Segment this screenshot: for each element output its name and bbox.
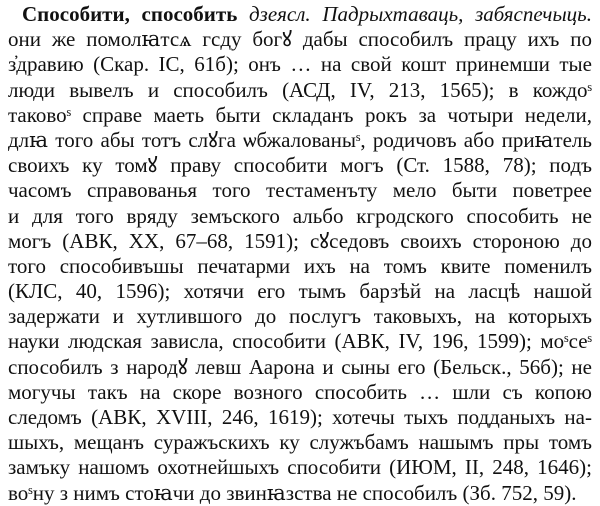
entry-line-8: часомъ справованья того тестаменъту мело быти поветрее [8, 178, 592, 203]
entry-line-7: своихъ ку томꙋ праву способити могъ (Ст. 1588, 78); подъ [8, 153, 592, 178]
entry-line-6: длꙗ того абы тотъ слꙋга ѡбжалованыˢ, родичовъ або приꙗтель [8, 127, 592, 152]
entry-line-5: таковоˢ справе маеть быти складанъ рокъ за чотыри недели, [8, 102, 592, 127]
entry-line-14: науки людская зависла, способити (АВК, IV, 196, 1599); моˢсеˢ [8, 329, 592, 354]
entry-line-20: воˢну з нимъ стоꙗчи до звинꙗзства не способилъ (Зб. 752, 59). [8, 480, 577, 505]
entry-line-19: замъку нашомъ охотнейшыхъ способити (ИЮМ, II, 248, 1646); [8, 455, 592, 480]
entry-line-11: того способивъшы печатарми ихъ на томъ квите поменилъ [8, 253, 592, 278]
entry-line-10: могъ (АВК, XX, 67–68, 1591); сꙋседовъ своихъ стороною до [8, 228, 592, 253]
gloss: дзеясл. Падрыхтаваць, забяспечыць. [237, 2, 592, 26]
entry-line-4: люди вывелъ и способилъ (АСД, IV, 213, 1565); в кождоˢ [8, 77, 592, 102]
entry-line-16: могучы такъ на скоре возного способить … шли съ копою [8, 379, 592, 404]
entry-line-12: (КЛС, 40, 1596); хотячи его тымъ барзѣй на ласцѣ нашой [8, 279, 592, 304]
headword: Способити, способить [22, 2, 238, 26]
entry-line-13: задержати и хутлившого до послугъ таковыхъ, на которыхъ [8, 304, 592, 329]
entry-line-1 [8, 2, 592, 27]
entry-line-17: следомъ (АВК, XVIII, 246, 1619); хотечы тыхъ подданыхъ на- [8, 405, 592, 429]
entry-line-2: они же помолꙗтсѧ гсду богꙋ дабы способилъ працу ихъ по [8, 27, 592, 52]
entry-line-18: шыхъ, мещанъ суражъскихъ ку служъбамъ нашымъ пры томъ [8, 430, 592, 455]
entry-line-9: и для того вряду земъского альбо кгродского способить не [8, 203, 592, 228]
entry-line-3: з҆дравию (Скар. ІС, 61б); онъ … на свой кошт принемши тые [8, 52, 592, 77]
entry-line-15: способилъ з народꙋ левш Аарона и сыны его (Бельск., 56б); не [8, 354, 592, 379]
